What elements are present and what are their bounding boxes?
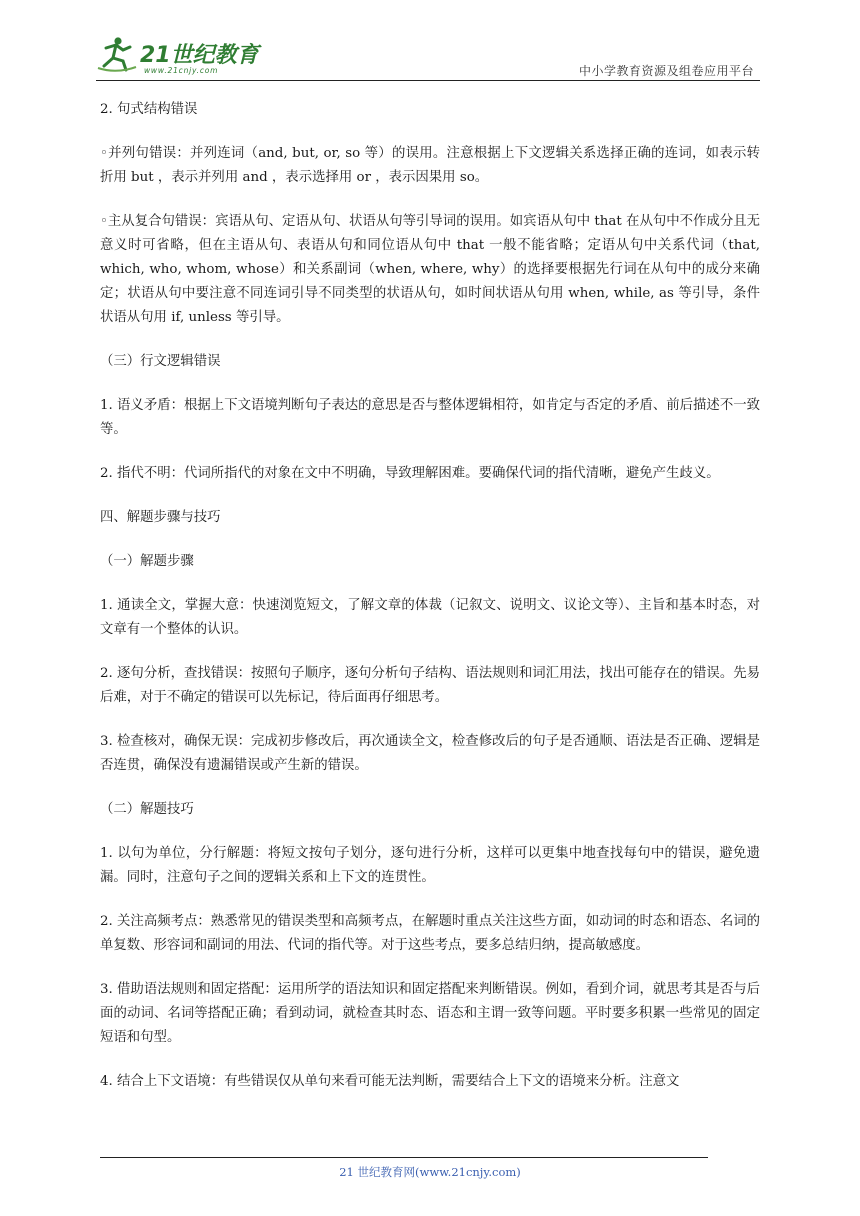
logo — [96, 34, 266, 76]
paragraph: 1. 语义矛盾：根据上下文语境判断句子表达的意思是否与整体逻辑相符，如肯定与否定的矛盾、前后描述不一致等。 — [100, 398, 760, 437]
paragraph: 1. 通读全文，掌握大意：快速浏览短文，了解文章的体裁（记叙文、说明文、议论文等）、主旨和基本时态，对文章有一个整体的认识。 — [100, 598, 760, 637]
logo-url: www.21cnjy.com — [144, 66, 219, 75]
paragraph: 2. 逐句分析，查找错误：按照句子顺序，逐句分析句子结构、语法规则和词汇用法，找出可能存在的错误。先易后难，对于不确定的错误可以先标记，待后面再仔细思考。 — [100, 666, 760, 705]
section-heading: 四、解题步骤与技巧 — [100, 510, 221, 525]
section-heading: （二）解题技巧 — [100, 802, 194, 817]
section-heading: （三）行文逻辑错误 — [100, 354, 221, 369]
platform-title: 中小学教育资源及组卷应用平台 — [578, 64, 754, 78]
paragraph: 3. 检查核对，确保无误：完成初步修改后，再次通读全文，检查修改后的句子是否通顺、语法是否正确、逻辑是否连贯，确保没有遗漏错误或产生新的错误。 — [100, 734, 760, 773]
logo-text: 21世纪教育 — [140, 43, 259, 68]
document-body — [100, 98, 760, 1114]
page-header — [96, 34, 760, 80]
logo-runner-icon — [96, 34, 266, 76]
footer-text[interactable]: 21 世纪教育网(www.21cnjy.com) — [339, 1165, 521, 1179]
paragraph: ◦主从复合句错误：宾语从句、定语从句、状语从句等引导词的误用。如宾语从句中 that 在从句中不作成分且无意义时可省略，但在主语从句、表语从句和同位语从句中 that 一般不能省略；定语从句中关系代词（that, which, who, whom, whose）和关系副词（when, where, why）的选择要根据先行词在从句中的成分来确定；状语从句中要注意不同连词引导不同类型的状语从句，如时间状语从句用 when, while, as 等引导，条件状语从句用 if, unless 等引导。 — [100, 214, 760, 325]
paragraph: ◦并列句错误：并列连词（and, but, or, so 等）的误用。注意根据上下文逻辑关系选择正确的连词，如表示转折用 but ，表示并列用 and ，表示选择用 or ，表示因果用 so。 — [100, 146, 760, 185]
paragraph: 2. 关注高频考点：熟悉常见的错误类型和高频考点，在解题时重点关注这些方面，如动词的时态和语态、名词的单复数、形容词和副词的用法、代词的指代等。对于这些考点，要多总结归纳，提高敏感度。 — [100, 914, 760, 953]
header-divider — [96, 80, 760, 81]
paragraph: 3. 借助语法规则和固定搭配：运用所学的语法知识和固定搭配来判断错误。例如，看到介词，就思考其是否与后面的动词、名词等搭配正确；看到动词，就检查其时态、语态和主谓一致等问题。平时要多积累一些常见的固定短语和句型。 — [100, 982, 760, 1045]
paragraph: 1. 以句为单位，分行解题：将短文按句子划分，逐句进行分析，这样可以更集中地查找每句中的错误，避免遗漏。同时，注意句子之间的逻辑关系和上下文的连贯性。 — [100, 846, 760, 885]
section-heading: （一）解题步骤 — [100, 554, 194, 569]
paragraph: 2. 句式结构错误 — [100, 102, 198, 117]
paragraph: 2. 指代不明：代词所指代的对象在文中不明确，导致理解困难。要确保代词的指代清晰，避免产生歧义。 — [100, 466, 720, 481]
footer-divider — [100, 1157, 708, 1158]
paragraph: 4. 结合上下文语境：有些错误仅从单句来看可能无法判断，需要结合上下文的语境来分析。注意文 — [100, 1074, 680, 1089]
